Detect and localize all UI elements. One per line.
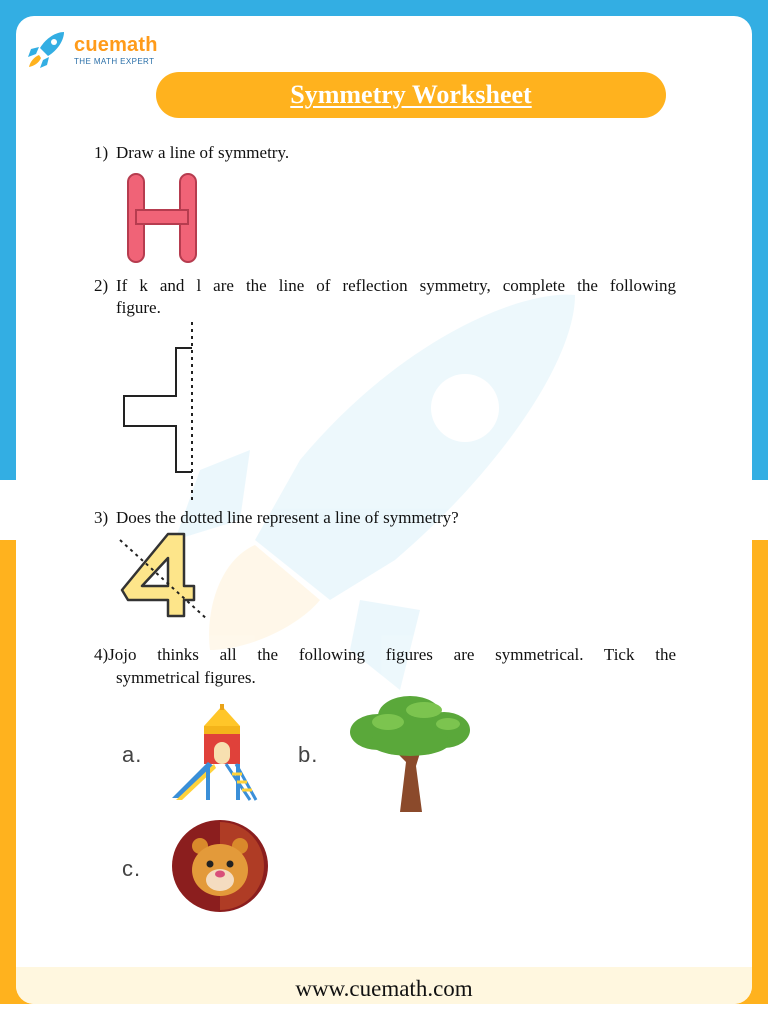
question-3 xyxy=(94,507,459,529)
letter-h-glyph: H xyxy=(162,232,163,233)
tree-icon xyxy=(348,692,472,814)
question-4-line-1 xyxy=(94,644,676,666)
lion-face-icon xyxy=(170,818,270,914)
footer-url[interactable]: www.cuemath.com xyxy=(295,976,473,1001)
question-3-number: 3) xyxy=(94,508,109,527)
question-2-text-line-2: figure. xyxy=(116,298,161,317)
brand-name: cuemath xyxy=(74,34,158,56)
question-4-text-line-2: symmetrical figures. xyxy=(116,668,256,687)
cuemath-rocket-logo-icon xyxy=(26,30,70,70)
worksheet-title: Symmetry Worksheet xyxy=(290,80,532,109)
half-figure-outline xyxy=(124,348,192,472)
digit-4-glyph: 4 xyxy=(158,580,159,581)
letter-h-figure xyxy=(124,172,200,266)
question-2-text-line-1: If k and l are the line of reflection symmetry, complete the following xyxy=(116,276,676,295)
question-1-number: 1) xyxy=(94,143,109,162)
question-1 xyxy=(94,142,289,164)
question-3-text: Does the dotted line represent a line of symmetry? xyxy=(116,508,459,527)
slide-icon xyxy=(170,704,256,802)
question-4-text-line-1: Jojo thinks all the following figures are symmetrical. Tick the xyxy=(108,645,676,664)
question-2-line-1 xyxy=(94,275,676,297)
question-1-text: Draw a line of symmetry. xyxy=(116,143,290,162)
option-c-label: c. xyxy=(122,856,142,881)
brand-tagline: THE MATH EXPERT xyxy=(74,57,155,66)
digit-4-figure xyxy=(118,530,210,622)
title-banner xyxy=(156,72,666,118)
half-figure-with-mirror-line xyxy=(118,320,208,502)
option-a-label: a. xyxy=(122,742,143,767)
question-4-number: 4) xyxy=(94,645,109,664)
option-b-label: b. xyxy=(298,742,319,767)
question-2-number: 2) xyxy=(94,276,109,295)
